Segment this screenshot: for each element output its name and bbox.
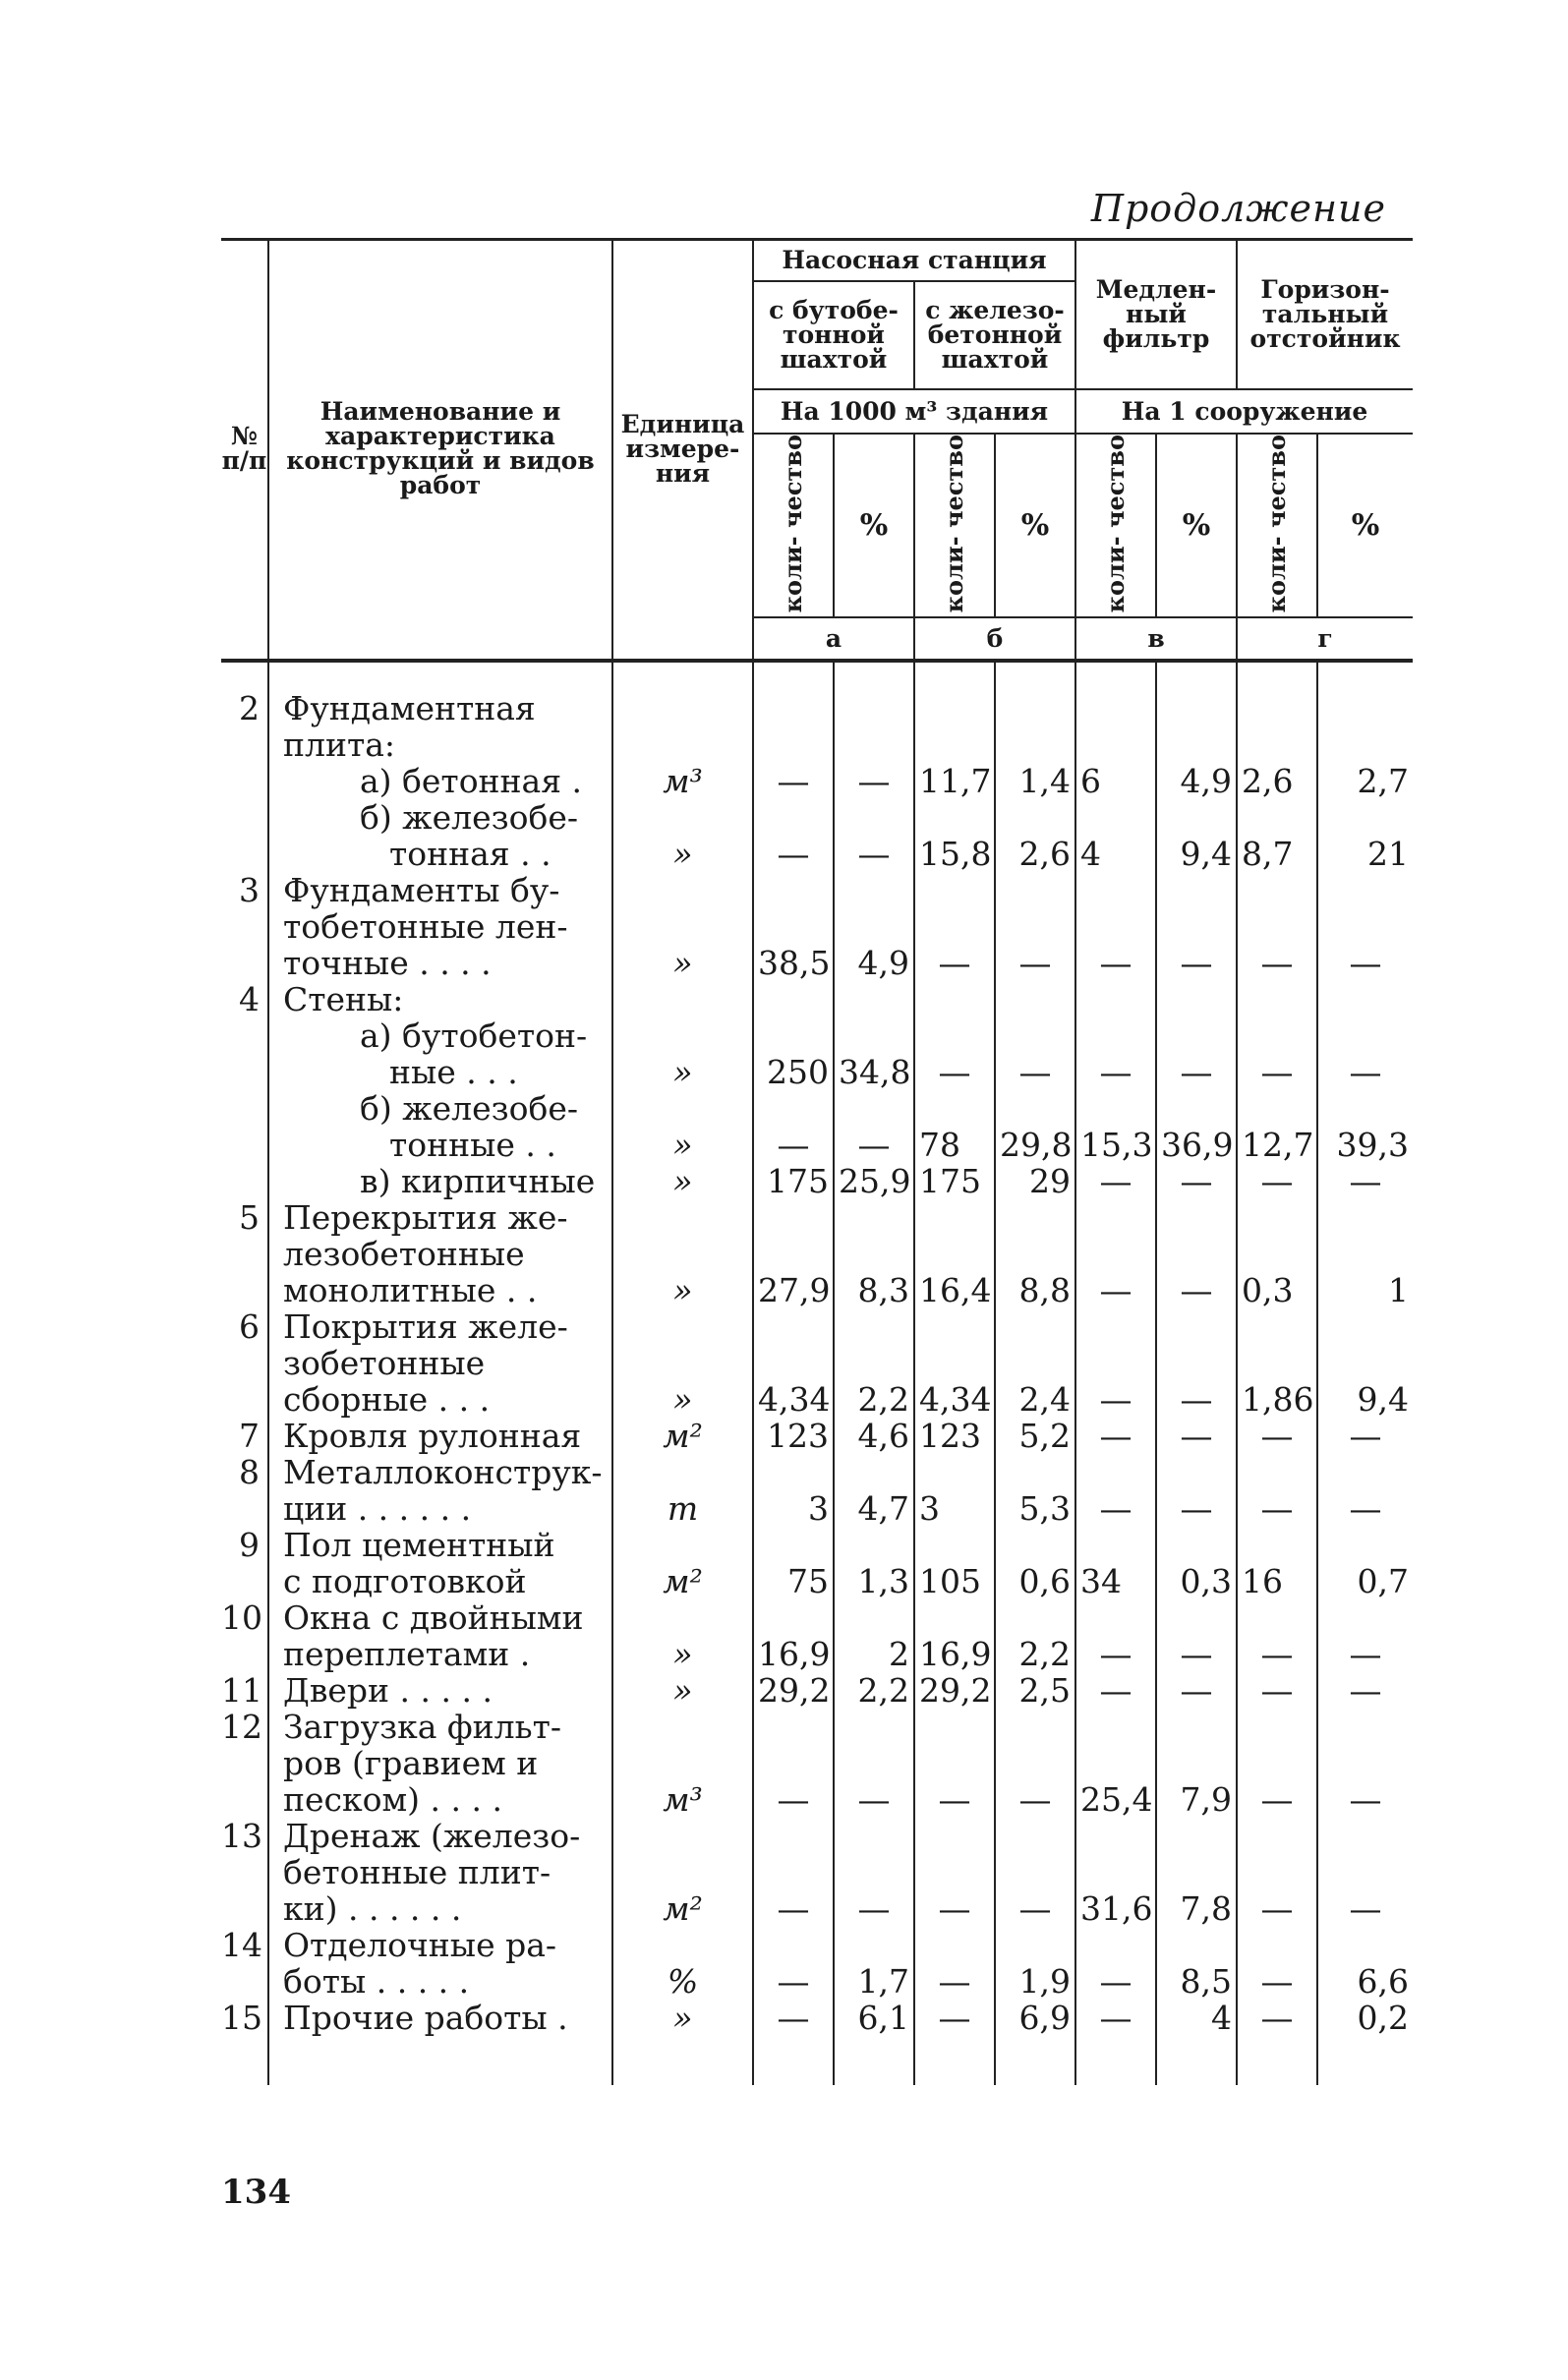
pct-cell: 4,7: [834, 1454, 914, 1527]
qty-cell: 78: [914, 1090, 995, 1163]
row-unit: м³: [612, 1709, 753, 1818]
row-name-line: Кровля рулонная: [283, 1416, 582, 1455]
qty-cell: [914, 981, 995, 1017]
pct-cell: —: [1156, 872, 1237, 981]
qty-cell: —: [914, 1017, 995, 1090]
qty-cell: —: [914, 2000, 995, 2036]
qty-cell: —: [1237, 1818, 1317, 1927]
pct-cell: —: [1317, 1599, 1413, 1672]
table-row: [221, 1418, 1413, 1454]
table-body: [221, 661, 1413, 2085]
row-name: [268, 1090, 612, 1163]
row-name: [268, 1709, 612, 1818]
qty-cell: —: [1237, 1163, 1317, 1199]
pct-cell: —: [1156, 1199, 1237, 1308]
header-qty: коли- чество: [779, 434, 807, 612]
qty-cell: 8,7: [1237, 799, 1317, 872]
pct-cell: 39,3: [1317, 1090, 1413, 1163]
table-row: [221, 1709, 1413, 1818]
qty-cell: 175: [914, 1163, 995, 1199]
qty-cell: [1075, 661, 1156, 763]
table-row: [221, 1454, 1413, 1527]
pct-cell: 6,1: [834, 2000, 914, 2036]
qty-cell: 16,9: [914, 1599, 995, 1672]
pct-cell: —: [834, 799, 914, 872]
qty-cell: —: [753, 763, 834, 799]
row-name-line: Стены:: [283, 979, 404, 1018]
row-name-line: а) бетонная .: [360, 761, 583, 800]
qty-cell: 16,4: [914, 1199, 995, 1308]
row-unit: м²: [612, 1418, 753, 1454]
header-pct: %: [995, 434, 1075, 617]
header-rc-shaft: с железо- бетонной шахтой: [914, 281, 1075, 389]
row-name-line: Фундаментная: [283, 688, 536, 727]
row-name-line: ции . . . . . .: [283, 1488, 472, 1528]
row-name-line: с подготовкой: [283, 1561, 527, 1600]
row-name-line: Отделочные ра-: [283, 1925, 557, 1964]
pct-cell: 36,9: [1156, 1090, 1237, 1163]
pct-cell: —: [1317, 1163, 1413, 1199]
row-number: 2: [221, 661, 268, 763]
pct-cell: 8,5: [1156, 1927, 1237, 2000]
row-unit: »: [612, 1599, 753, 1672]
pct-cell: —: [1156, 1163, 1237, 1199]
pct-cell: —: [1156, 1308, 1237, 1418]
qty-cell: —: [1075, 872, 1156, 981]
qty-cell: —: [1075, 1418, 1156, 1454]
pct-cell: 0,3: [1156, 1527, 1237, 1599]
pct-cell: 2,7: [1317, 763, 1413, 799]
qty-cell: —: [753, 1709, 834, 1818]
header-per-1000: На 1000 м³ здания: [753, 389, 1075, 434]
pct-cell: 7,8: [1156, 1818, 1237, 1927]
row-unit: т: [612, 1454, 753, 1527]
row-name: [268, 1599, 612, 1672]
qty-cell: 11,7: [914, 763, 995, 799]
qty-cell: 29,2: [914, 1672, 995, 1709]
qty-cell: 175: [753, 1163, 834, 1199]
row-unit: »: [612, 1672, 753, 1709]
row-name-line: в) кирпичные: [360, 1161, 596, 1200]
qty-cell: [1237, 981, 1317, 1017]
qty-cell: 31,6: [1075, 1818, 1156, 1927]
qty-cell: 75: [753, 1527, 834, 1599]
pct-cell: —: [995, 1017, 1075, 1090]
qty-cell: [914, 661, 995, 763]
table-spacer: [221, 2036, 1413, 2085]
qty-cell: —: [753, 1927, 834, 2000]
pct-cell: —: [1317, 1818, 1413, 1927]
row-number: 4: [239, 979, 260, 1018]
header-slow-filter: Медлен- ный фильтр: [1075, 240, 1237, 389]
pct-cell: 8,3: [834, 1199, 914, 1308]
qty-cell: —: [1075, 1454, 1156, 1527]
qty-cell: —: [753, 799, 834, 872]
row-name-line: песком) . . . .: [283, 1779, 502, 1819]
row-name-line: тобетонные лен-: [283, 906, 568, 946]
table-row: [221, 1672, 1413, 1709]
qty-cell: —: [753, 1090, 834, 1163]
row-name: [268, 1308, 612, 1418]
table-row: [221, 1017, 1413, 1090]
header-per-structure: На 1 сооружение: [1075, 389, 1413, 434]
pct-cell: 2,2: [995, 1599, 1075, 1672]
row-name-line: лезобетонные: [283, 1234, 525, 1273]
pct-cell: 21: [1317, 799, 1413, 872]
qty-cell: [753, 981, 834, 1017]
qty-cell: 123: [914, 1418, 995, 1454]
pct-cell: 9,4: [1317, 1308, 1413, 1418]
row-unit: %: [612, 1927, 753, 2000]
header-pct: %: [834, 434, 914, 617]
row-name-line: Загрузка фильт-: [283, 1707, 562, 1746]
continuation-label: Продолжение: [1090, 187, 1386, 230]
row-name: [268, 981, 612, 1017]
header-qty: коли- чество: [940, 434, 968, 612]
qty-cell: 105: [914, 1527, 995, 1599]
header-name: Наименование и характеристика конструкций и видов работ: [268, 240, 612, 617]
row-number: 9: [239, 1525, 260, 1564]
row-number: [221, 1090, 268, 1163]
pct-cell: 7,9: [1156, 1709, 1237, 1818]
row-number: [221, 1163, 268, 1199]
qty-cell: —: [753, 1818, 834, 1927]
row-number: 12: [221, 1707, 262, 1746]
qty-cell: [1075, 981, 1156, 1017]
pct-cell: —: [1317, 1017, 1413, 1090]
row-name-line: Покрытия желе-: [283, 1306, 568, 1346]
row-name-line: Окна с двойными: [283, 1597, 584, 1637]
qty-cell: [753, 661, 834, 763]
pct-cell: 1: [1317, 1199, 1413, 1308]
pct-cell: —: [1156, 1454, 1237, 1527]
row-name-line: тонная . .: [389, 834, 552, 873]
row-number: 8: [239, 1452, 260, 1491]
header-qty: коли- чество: [1101, 434, 1130, 612]
row-name-line: Металлоконструк-: [283, 1452, 603, 1491]
header-qty: коли- чество: [1262, 434, 1292, 612]
table-row: [221, 1527, 1413, 1599]
row-name: [268, 1163, 612, 1199]
qty-cell: 4,34: [753, 1308, 834, 1418]
row-number: [221, 799, 268, 872]
qty-cell: 3: [914, 1454, 995, 1527]
qty-cell: 34: [1075, 1527, 1156, 1599]
qty-cell: 12,7: [1237, 1090, 1317, 1163]
pct-cell: [1156, 661, 1237, 763]
pct-cell: 2,2: [834, 1308, 914, 1418]
qty-cell: —: [914, 1709, 995, 1818]
row-unit: м²: [612, 1818, 753, 1927]
table-row: [221, 1599, 1413, 1672]
pct-cell: 4,9: [834, 872, 914, 981]
pct-cell: 4,9: [1156, 763, 1237, 799]
row-name-line: б) железобе-: [360, 1088, 579, 1128]
pct-cell: [1317, 981, 1413, 1017]
row-name: [268, 1199, 612, 1308]
pct-cell: —: [834, 1709, 914, 1818]
table-row: [221, 981, 1413, 1017]
qty-cell: 25,4: [1075, 1709, 1156, 1818]
pct-cell: 29,8: [995, 1090, 1075, 1163]
row-number: 13: [221, 1816, 262, 1855]
pct-cell: 2: [834, 1599, 914, 1672]
works-table: [221, 238, 1413, 2085]
qty-cell: —: [1237, 872, 1317, 981]
qty-cell: —: [1237, 1017, 1317, 1090]
row-unit: [612, 661, 753, 763]
row-name-line: Дренаж (железо-: [283, 1816, 581, 1855]
pct-cell: 1,3: [834, 1527, 914, 1599]
pct-cell: [1156, 981, 1237, 1017]
row-name-line: переплетами .: [283, 1634, 531, 1673]
pct-cell: —: [1317, 1672, 1413, 1709]
row-name-line: Пол цементный: [283, 1525, 555, 1564]
pct-cell: [995, 981, 1075, 1017]
pct-cell: 1,4: [995, 763, 1075, 799]
row-name-line: б) железобе-: [360, 797, 579, 837]
qty-cell: —: [1075, 1672, 1156, 1709]
qty-cell: —: [1237, 1599, 1317, 1672]
row-name: [268, 661, 612, 763]
pct-cell: —: [1317, 1709, 1413, 1818]
pct-cell: 29: [995, 1163, 1075, 1199]
table-row: [221, 763, 1413, 799]
qty-cell: —: [1237, 1709, 1317, 1818]
row-name-line: боты . . . . .: [283, 1961, 470, 2001]
qty-cell: [1237, 661, 1317, 763]
row-unit: [612, 981, 753, 1017]
row-number: [221, 1017, 268, 1090]
qty-cell: 1,86: [1237, 1308, 1317, 1418]
row-name: [268, 1818, 612, 1927]
header-unit: Единица измере- ния: [612, 240, 753, 617]
qty-cell: 16: [1237, 1527, 1317, 1599]
column-letter: а: [753, 617, 914, 661]
pct-cell: 5,2: [995, 1418, 1075, 1454]
row-name-line: Фундаменты бу-: [283, 870, 560, 909]
qty-cell: 2,6: [1237, 763, 1317, 799]
pct-cell: 0,2: [1317, 2000, 1413, 2036]
row-number: 15: [221, 1998, 262, 2037]
row-name-line: ки) . . . . . .: [283, 1888, 462, 1928]
pct-cell: [834, 981, 914, 1017]
qty-cell: —: [1075, 1163, 1156, 1199]
row-unit: »: [612, 872, 753, 981]
row-unit: м³: [612, 763, 753, 799]
row-number: 7: [239, 1416, 260, 1455]
pct-cell: —: [834, 1090, 914, 1163]
row-name-line: сборные . . .: [283, 1379, 491, 1419]
row-name: [268, 1672, 612, 1709]
row-name-line: тонные . .: [389, 1125, 556, 1164]
row-number: [221, 763, 268, 799]
row-name-line: точные . . . .: [283, 943, 492, 982]
pct-cell: 9,4: [1156, 799, 1237, 872]
pct-cell: [995, 661, 1075, 763]
pct-cell: 1,7: [834, 1927, 914, 2000]
row-name-line: бетонные плит-: [283, 1852, 552, 1891]
row-name-line: а) бутобетон-: [360, 1016, 588, 1055]
qty-cell: 4,34: [914, 1308, 995, 1418]
pct-cell: 2,2: [834, 1672, 914, 1709]
table-row: [221, 2000, 1413, 2036]
qty-cell: —: [1237, 1454, 1317, 1527]
qty-cell: —: [1075, 1599, 1156, 1672]
header-horizontal-settler: Горизон- тальный отстойник: [1237, 240, 1413, 389]
row-name-line: Двери . . . . .: [283, 1670, 493, 1710]
row-name: [268, 1454, 612, 1527]
qty-cell: 38,5: [753, 872, 834, 981]
header-number: № п/п: [221, 240, 268, 617]
pct-cell: —: [995, 872, 1075, 981]
pct-cell: —: [1317, 1454, 1413, 1527]
table-row: [221, 872, 1413, 981]
qty-cell: —: [914, 1927, 995, 2000]
pct-cell: [834, 661, 914, 763]
pct-cell: 6,6: [1317, 1927, 1413, 2000]
row-name: [268, 799, 612, 872]
row-name: [268, 872, 612, 981]
pct-cell: —: [1156, 1418, 1237, 1454]
row-name-line: плита:: [283, 725, 396, 764]
row-unit: »: [612, 2000, 753, 2036]
qty-cell: —: [1237, 2000, 1317, 2036]
row-unit: »: [612, 799, 753, 872]
pct-cell: —: [1317, 872, 1413, 981]
table-row: [221, 1818, 1413, 1927]
column-letter: в: [1075, 617, 1237, 661]
row-name: [268, 1927, 612, 2000]
row-name: [268, 1017, 612, 1090]
row-number: 3: [239, 870, 260, 909]
qty-cell: 0,3: [1237, 1199, 1317, 1308]
table-row: [221, 1308, 1413, 1418]
qty-cell: —: [1237, 1927, 1317, 2000]
qty-cell: —: [1075, 1308, 1156, 1418]
row-number: 6: [239, 1306, 260, 1346]
pct-cell: 8,8: [995, 1199, 1075, 1308]
pct-cell: 34,8: [834, 1017, 914, 1090]
qty-cell: —: [914, 1818, 995, 1927]
row-name: [268, 763, 612, 799]
table-row: [221, 1163, 1413, 1199]
column-letter: г: [1237, 617, 1413, 661]
pct-cell: —: [995, 1709, 1075, 1818]
qty-cell: 15,3: [1075, 1090, 1156, 1163]
pct-cell: —: [995, 1818, 1075, 1927]
row-name-line: монолитные . .: [283, 1270, 538, 1309]
qty-cell: —: [1075, 1017, 1156, 1090]
row-unit: »: [612, 1199, 753, 1308]
pct-cell: —: [1317, 1418, 1413, 1454]
pct-cell: 0,6: [995, 1527, 1075, 1599]
pct-cell: —: [1156, 1599, 1237, 1672]
row-number: 11: [221, 1670, 262, 1710]
qty-cell: 15,8: [914, 799, 995, 872]
qty-cell: 3: [753, 1454, 834, 1527]
qty-cell: 27,9: [753, 1199, 834, 1308]
pct-cell: 5,3: [995, 1454, 1075, 1527]
row-name-line: зобетонные: [283, 1343, 486, 1382]
pct-cell: —: [1156, 1672, 1237, 1709]
qty-cell: —: [914, 872, 995, 981]
row-unit: м²: [612, 1527, 753, 1599]
pct-cell: —: [1156, 1017, 1237, 1090]
table-row: [221, 799, 1413, 872]
row-unit: »: [612, 1308, 753, 1418]
pct-cell: 4,6: [834, 1418, 914, 1454]
table-row: [221, 1090, 1413, 1163]
header-pct: %: [1317, 434, 1413, 617]
row-name-line: Прочие работы .: [283, 1998, 568, 2037]
pct-cell: 6,9: [995, 2000, 1075, 2036]
qty-cell: 250: [753, 1017, 834, 1090]
qty-cell: —: [1237, 1672, 1317, 1709]
row-number: 5: [239, 1197, 260, 1237]
row-name: [268, 1418, 612, 1454]
qty-cell: 123: [753, 1418, 834, 1454]
row-number: 14: [221, 1925, 262, 1964]
header-pct: %: [1156, 434, 1237, 617]
header-pump-station: Насосная станция: [753, 240, 1075, 281]
row-name-line: ные . . .: [389, 1052, 518, 1091]
pct-cell: 2,5: [995, 1672, 1075, 1709]
row-name: [268, 2000, 612, 2036]
row-number: 10: [221, 1597, 262, 1637]
page-number: 134: [221, 2173, 291, 2212]
pct-cell: —: [834, 763, 914, 799]
table-row: [221, 1199, 1413, 1308]
row-name-line: Перекрытия же-: [283, 1197, 568, 1237]
qty-cell: 16,9: [753, 1599, 834, 1672]
qty-cell: —: [1075, 2000, 1156, 2036]
pct-cell: [1317, 661, 1413, 763]
qty-cell: 29,2: [753, 1672, 834, 1709]
qty-cell: 4: [1075, 799, 1156, 872]
table-row: [221, 661, 1413, 763]
column-letter: б: [914, 617, 1075, 661]
header-rubble-shaft: с бутобе- тонной шахтой: [753, 281, 914, 389]
pct-cell: —: [834, 1818, 914, 1927]
row-unit: »: [612, 1163, 753, 1199]
pct-cell: 1,9: [995, 1927, 1075, 2000]
pct-cell: 25,9: [834, 1163, 914, 1199]
qty-cell: —: [753, 2000, 834, 2036]
row-unit: »: [612, 1090, 753, 1163]
table-row: [221, 1927, 1413, 2000]
row-unit: »: [612, 1017, 753, 1090]
pct-cell: 0,7: [1317, 1527, 1413, 1599]
qty-cell: 6: [1075, 763, 1156, 799]
pct-cell: 2,6: [995, 799, 1075, 872]
row-name-line: ров (гравием и: [283, 1743, 539, 1782]
pct-cell: 4: [1156, 2000, 1237, 2036]
qty-cell: —: [1237, 1418, 1317, 1454]
pct-cell: 2,4: [995, 1308, 1075, 1418]
qty-cell: —: [1075, 1199, 1156, 1308]
qty-cell: —: [1075, 1927, 1156, 2000]
row-name: [268, 1527, 612, 1599]
